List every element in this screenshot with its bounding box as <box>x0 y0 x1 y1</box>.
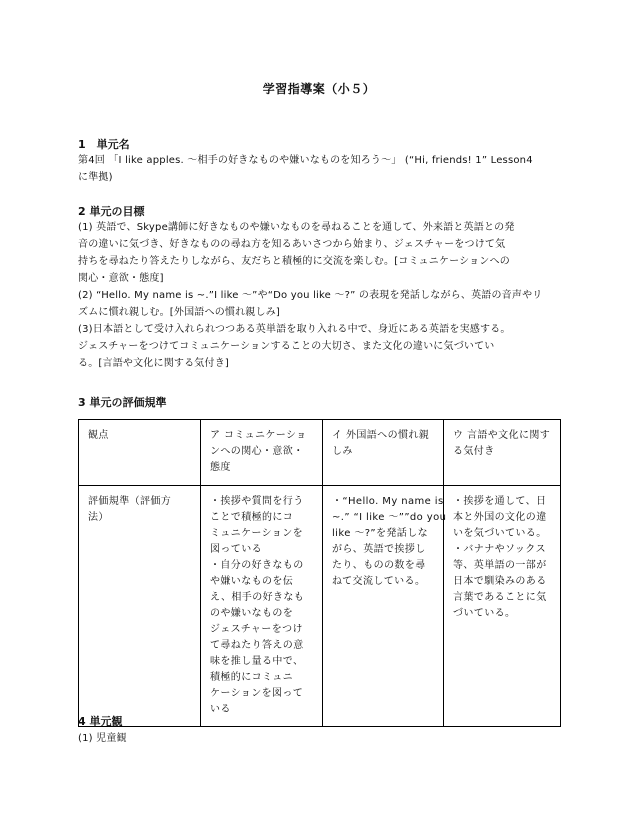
cell-line: ・挨拶を通して、日 <box>453 496 547 507</box>
cell-line: ねて交流している。 <box>332 576 426 587</box>
section-4-text <box>78 730 568 747</box>
cell-line: 評価規準（評価方 <box>88 496 172 507</box>
text-line: 持ちを尋ねたり答えたりしながら、友だちと積極的に交流を楽しむ。[コミュニケーションへの <box>78 256 510 267</box>
cell-line: しみ <box>332 446 353 457</box>
text-line: (1) 児童観 <box>78 733 127 744</box>
cell-line: ケーションを図って <box>210 688 304 699</box>
cell-line: ジェスチャーをつけ <box>210 624 303 635</box>
section-1-heading: 1 単元名 <box>78 138 130 151</box>
text-line: る。[言語や文化に関する気付き] <box>78 358 230 369</box>
cell-line: 等、英単語の一部が <box>453 560 547 571</box>
cell-line: たり、ものの数を尋 <box>332 560 426 571</box>
section-1-text <box>78 152 568 186</box>
cell-line: づいている。 <box>453 608 516 619</box>
text-line: 音の違いに気づき、好きなものの尋ね方を知るあいさつから始まり、ジェスチャーをつけて気 <box>78 239 506 250</box>
cell-line: like ～?”を発話しな <box>332 528 429 539</box>
text-line: (2) “Hello. My name is ~.”I like ～”や“Do you like ～?” の表現を発話しながら、英語の音声やリ <box>78 290 543 301</box>
section-2-heading: 2 単元の目標 <box>78 205 145 218</box>
text-line: に準拠) <box>78 172 113 183</box>
text-line: ズムに慣れ親しむ。[外国語への慣れ親しみ] <box>78 307 281 318</box>
header-cell-u <box>444 420 561 486</box>
cell-line: ・“Hello. My name is <box>332 496 444 507</box>
cell-line: ウ 言語や文化に関す <box>453 430 551 441</box>
cell-line: のや嫌いなものを <box>210 608 294 619</box>
cell-line: 態度 <box>210 462 231 473</box>
cell-line: ア コミュニケーショ <box>210 430 307 441</box>
row-label-cell <box>79 486 201 727</box>
header-cell-i <box>323 420 444 486</box>
cell-line: ンへの関心・意欲・ <box>210 446 304 457</box>
cell-line: え、相手の好きなも <box>210 592 305 603</box>
section-3-heading: 3 単元の評価規準 <box>78 396 167 409</box>
section-2-text <box>78 219 568 372</box>
cell-line: いを気づいている。 <box>453 528 547 539</box>
cell-line: ミュニケーションを <box>210 528 303 539</box>
cell-line: 本と外国の文化の違 <box>453 512 547 523</box>
header-cell-viewpoint <box>79 420 201 486</box>
cell-line: 観点 <box>88 430 109 441</box>
evaluation-criteria-table <box>78 419 561 727</box>
page-title: 学習指導案（小５） <box>262 82 376 96</box>
cell-line: 積極的にコミュニ <box>210 672 293 683</box>
cell-line: 図っている <box>210 544 262 555</box>
text-line: 関心・意欲・態度] <box>78 273 164 284</box>
cell-line: 味を推し量る中で、 <box>210 656 304 667</box>
cell-line: や嫌いなものを伝 <box>210 576 294 587</box>
criteria-cell-a <box>201 486 323 727</box>
text-line: ジェスチャーをつけてコミュニケーションすることの大切さ、また文化の違いに気づいてい <box>78 341 495 352</box>
cell-line: がら、英語で挨拶し <box>332 544 426 555</box>
cell-line: イ 外国語への慣れ親 <box>332 430 430 441</box>
cell-line: ・自分の好きなもの <box>210 560 304 571</box>
text-line: (3)日本語として受け入れられつつある英単語を取り入れる中で、身近にある英語を実感する。 <box>78 324 511 335</box>
cell-line: ・バナナやソックス <box>453 544 546 555</box>
criteria-cell-i <box>323 486 447 727</box>
cell-line: ・挨拶や質問を行う <box>210 496 304 507</box>
cell-line: いる <box>210 704 231 715</box>
section-4-heading: 4 単元観 <box>78 715 123 728</box>
cell-line: ことで積極的にコ <box>210 512 294 523</box>
text-line: 第4回 「I like apples. ～相手の好きなものや嫌いなものを知ろう～」 (“Hi, friends! 1” Lesson4 <box>78 155 533 166</box>
cell-line: 法） <box>88 512 109 523</box>
criteria-cell-u <box>444 486 561 727</box>
table-header-row <box>79 420 561 486</box>
table-row <box>79 486 561 727</box>
text-line: (1) 英語で、Skype講師に好きなものや嫌いなものを尋ねることを通して、外来語と英語との発 <box>78 222 515 233</box>
cell-line: る気付き <box>453 446 495 457</box>
cell-line: ~.” “I like ～””do you <box>332 512 447 523</box>
header-cell-a <box>201 420 323 486</box>
cell-line: 日本で馴染みのある <box>453 576 547 587</box>
cell-line: 言葉であることに気 <box>453 592 547 603</box>
cell-line: て尋ねたり答えの意 <box>210 640 304 651</box>
